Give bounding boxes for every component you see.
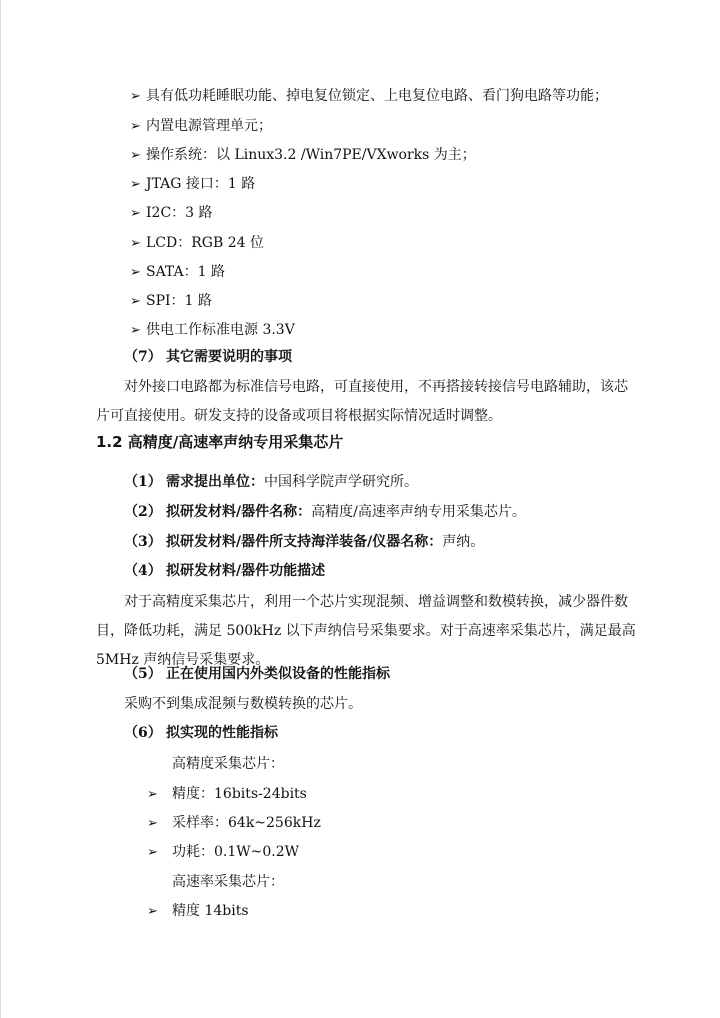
item-value: 中国科学院声学研究所。 (264, 474, 418, 490)
item-number: （5） (124, 666, 162, 682)
item-label: 需求提出单位： (166, 474, 264, 490)
item-value: 高精度/高速率声纳专用采集芯片。 (311, 504, 526, 520)
arrow-bullet-icon: ➢ (130, 265, 141, 280)
item-number: （7） (124, 349, 162, 365)
spec-text: 精度：16bits-24bits (172, 786, 307, 802)
high-speed-heading: 高速率采集芯片： (172, 874, 284, 890)
item-title: 其它需要说明的事项 (166, 349, 292, 365)
item-3 (124, 532, 484, 552)
bullet-item (130, 262, 225, 283)
spec-text: 精度 14bits (172, 903, 249, 919)
item-number: （4） (124, 563, 162, 579)
arrow-bullet-icon: ➢ (147, 904, 158, 919)
arrow-bullet-icon: ➢ (130, 119, 141, 134)
arrow-bullet-icon: ➢ (130, 177, 141, 192)
bullet-text: JTAG 接口：1 路 (146, 176, 256, 192)
bullet-text: SPI：1 路 (146, 293, 212, 309)
bullet-item (130, 174, 255, 195)
item-label: 拟研发材料/器件所支持海洋装备/仪器名称： (166, 534, 443, 550)
bullet-item (130, 291, 212, 312)
item-number: （1） (124, 474, 162, 490)
item-value: 声纳。 (442, 534, 485, 550)
bullet-item (130, 233, 264, 254)
item-5-heading (124, 664, 390, 684)
arrow-bullet-icon: ➢ (147, 816, 158, 831)
bullet-item (130, 86, 608, 107)
item-title: 正在使用国内外类似设备的性能指标 (166, 666, 390, 682)
paragraph-4: 对于高精度采集芯片，利用一个芯片实现混频、增益调整和数模转换，减少器件数目，降低功耗，满足 500kHz 以下声纳信号采集要求。对于高速率采集芯片，满足最高 5MHz 声纳信号采集要求。 (96, 594, 636, 668)
arrow-bullet-icon: ➢ (130, 206, 141, 221)
item-label: 拟研发材料/器件名称： (166, 504, 312, 520)
section-title: 1.2 高精度/高速率声纳专用采集芯片 (96, 433, 344, 451)
high-precision-heading: 高精度采集芯片： (172, 756, 284, 772)
arrow-bullet-icon: ➢ (130, 323, 141, 338)
item-number: （2） (124, 504, 162, 520)
item-title: 拟研发材料/器件功能描述 (166, 563, 326, 579)
item-number: （3） (124, 534, 162, 550)
bullet-text: 供电工作标准电源 3.3V (146, 322, 295, 338)
arrow-bullet-icon: ➢ (130, 148, 141, 163)
arrow-bullet-icon: ➢ (147, 845, 158, 860)
arrow-bullet-icon: ➢ (147, 787, 158, 802)
item-6-heading (124, 723, 278, 743)
paragraph-7: 对外接口电路都为标准信号电路，可直接使用，不再搭接转接信号电路辅助，该芯片可直接使用。研发支持的设备或项目将根据实际情况适时调整。 (96, 379, 628, 424)
spec-item (147, 842, 299, 863)
paragraph-5: 采购不到集成混频与数模转换的芯片。 (124, 696, 362, 712)
bullet-text: 操作系统：以 Linux3.2 /Win7PE/VXworks 为主； (146, 147, 476, 163)
item-title: 拟实现的性能指标 (166, 725, 278, 741)
bullet-item (130, 203, 213, 224)
spec-text: 采样率：64k~256kHz (172, 815, 321, 831)
bullet-text: 具有低功耗睡眠功能、掉电复位锁定、上电复位电路、看门狗电路等功能； (146, 88, 608, 104)
spec-text: 功耗：0.1W~0.2W (172, 844, 300, 860)
bullet-text: 内置电源管理单元； (146, 118, 272, 134)
item-4-heading (124, 561, 325, 581)
item-1 (124, 472, 418, 492)
arrow-bullet-icon: ➢ (130, 89, 141, 104)
bullet-item (130, 320, 295, 341)
bullet-text: I2C：3 路 (146, 205, 213, 221)
bullet-text: LCD：RGB 24 位 (146, 235, 264, 251)
bullet-text: SATA：1 路 (146, 264, 225, 280)
arrow-bullet-icon: ➢ (130, 236, 141, 251)
item-7-heading (124, 347, 292, 367)
spec-item (147, 901, 249, 922)
arrow-bullet-icon: ➢ (130, 294, 141, 309)
item-2 (124, 502, 526, 522)
item-number: （6） (124, 725, 162, 741)
bullet-item (130, 116, 272, 137)
bullet-item (130, 145, 476, 166)
spec-item (147, 813, 321, 834)
spec-item (147, 784, 307, 805)
